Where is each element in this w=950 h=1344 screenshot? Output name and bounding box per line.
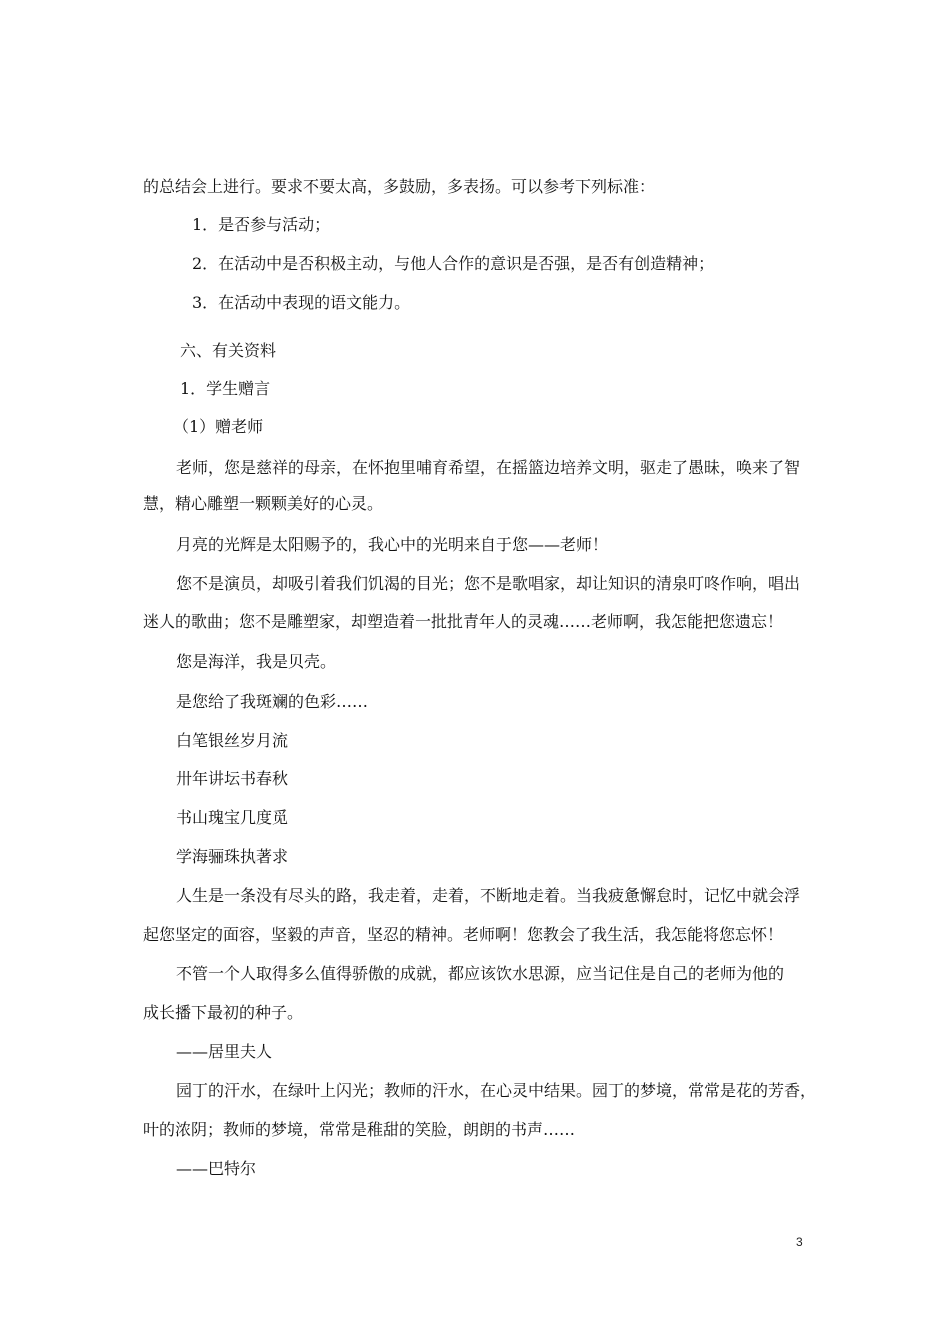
list-item: 3．在活动中表现的语文能力。 (192, 293, 411, 312)
paragraph-line: 是您给了我斑斓的色彩…… (176, 692, 369, 711)
paragraph-line: 慧，精心雕塑一颗颗美好的心灵。 (143, 494, 384, 513)
subsection-heading: （1）赠老师 (173, 417, 264, 436)
subsection-heading: 1．学生赠言 (180, 379, 271, 398)
paragraph-line: 您是海洋，我是贝壳。 (176, 652, 337, 671)
paragraph-line: 不管一个人取得多么值得骄傲的成就，都应该饮水思源，应当记住是自己的老师为他的 (176, 964, 785, 983)
section-heading: 六、有关资料 (180, 341, 277, 360)
poem-line: 卅年讲坛书春秋 (176, 769, 289, 788)
paragraph-line: 您不是演员，却吸引着我们饥渴的目光；您不是歌唱家，却让知识的清泉叮咚作响，唱出 (176, 574, 801, 593)
paragraph-line: 迷人的歌曲；您不是雕塑家，却塑造着一批批青年人的灵魂……老师啊，我怎能把您遗忘！ (143, 612, 784, 631)
paragraph-line: 成长播下最初的种子。 (143, 1003, 304, 1022)
page-number: 3 (796, 1235, 803, 1249)
quote-attribution: ——居里夫人 (176, 1042, 273, 1061)
paragraph-line: 人生是一条没有尽头的路，我走着，走着，不断地走着。当我疲惫懈怠时，记忆中就会浮 (176, 886, 801, 905)
list-item: 2．在活动中是否积极主动，与他人合作的意识是否强，是否有创造精神； (192, 254, 715, 273)
paragraph-line: 老师，您是慈祥的母亲，在怀抱里哺育希望，在摇篮边培养文明，驱走了愚昧，唤来了智 (176, 458, 801, 477)
paragraph-line: 园丁的汗水，在绿叶上闪光；教师的汗水，在心灵中结果。园丁的梦境，常常是花的芳香， (176, 1081, 817, 1100)
paragraph-line: 起您坚定的面容，坚毅的声音，坚忍的精神。老师啊！您教会了我生活，我怎能将您忘怀！ (143, 925, 784, 944)
poem-line: 白笔银丝岁月流 (176, 731, 289, 750)
poem-line: 书山瑰宝几度觅 (176, 808, 289, 827)
list-item: 1．是否参与活动； (192, 215, 331, 234)
quote-attribution: ——巴特尔 (176, 1159, 257, 1178)
text-line: 的总结会上进行。要求不要太高，多鼓励，多表扬。可以参考下列标准： (143, 177, 656, 196)
paragraph-line: 月亮的光辉是太阳赐予的，我心中的光明来自于您——老师！ (176, 535, 609, 554)
paragraph-line: 叶的浓阴；教师的梦境，常常是稚甜的笑脸，朗朗的书声…… (143, 1120, 576, 1139)
poem-line: 学海骊珠执著求 (176, 847, 289, 866)
